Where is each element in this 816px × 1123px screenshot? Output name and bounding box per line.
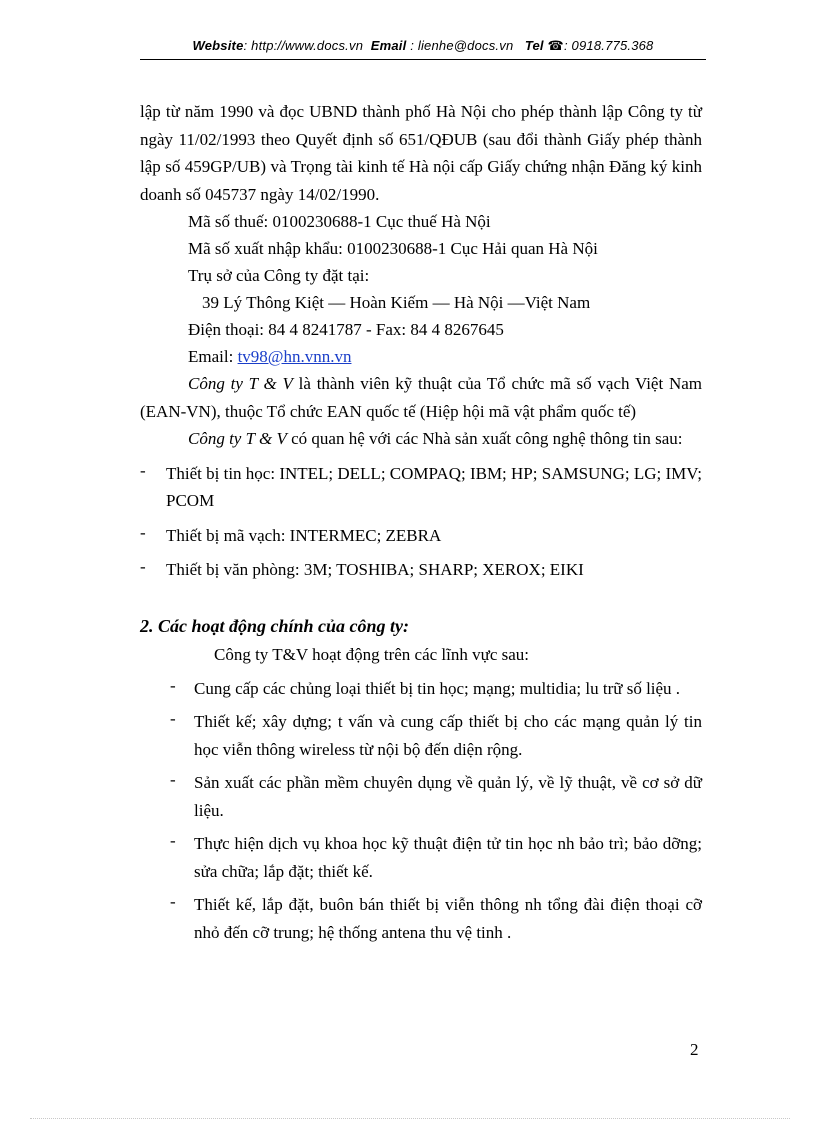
activity-text: Thiết kế; xây dựng; t vấn và cung cấp thiết bị cho các mạng quản lý tin học viễn thông wireless từ nội bộ đến diện rộng. — [194, 712, 702, 759]
list-item — [140, 460, 702, 515]
supplier-text: Thiết bị văn phòng: 3M; TOSHIBA; SHARP; XEROX; EIKI — [166, 560, 584, 579]
activity-text: Thiết kế, lắp đặt, buôn bán thiết bị viễn thông nh tổng đài điện thoại cỡ nhỏ đến cỡ trung; hệ thống antena thu vệ tinh . — [194, 895, 702, 942]
relation-paragraph — [140, 425, 702, 453]
email-value: : lienhe@docs.vn — [410, 38, 514, 53]
email-line-label: Email: — [188, 347, 238, 366]
header-divider — [140, 59, 706, 60]
phone-fax-line: Điện thoại: 84 4 8241787 - Fax: 84 4 8267645 — [188, 320, 504, 339]
bullet-dash: - — [140, 522, 146, 542]
section-heading: 2. Các hoạt động chính của công ty: — [140, 615, 410, 636]
section-intro: Công ty T&V hoạt động trên các lĩnh vực sau: — [214, 644, 530, 664]
page-header — [140, 38, 706, 54]
member-text: là thành viên kỹ thuật của Tổ chức mã số vạch Việt Nam (EAN-VN), thuộc Tổ chức EAN quốc tế (Hiệp hội mã vật phẩm quốc tế) — [140, 374, 702, 421]
intro-paragraph: lập từ năm 1990 và đọc UBND thành phố Hà Nội cho phép thành lập Công ty từ ngày 11/02/1993 theo Quyết định số 651/QĐUB (sau đổi thành Giấy phép thành lập số 459GP/UB) và Trọng tài kinh tế Hà nội cấp Giấy chứng nhận Đăng ký kinh doanh số 045737 ngày 14/02/1990. — [140, 102, 702, 204]
relation-company-name: Công ty T & V — [188, 429, 287, 448]
activity-text: Cung cấp các chủng loại thiết bị tin học; mạng; multidia; lu trữ số liệu . — [194, 678, 681, 698]
import-export-code-line: Mã số xuất nhập khẩu: 0100230688-1 Cục Hải quan Hà Nội — [188, 239, 598, 258]
tel-label: Tel — [524, 38, 544, 53]
bullet-dash: - — [140, 557, 146, 576]
tax-code-line: Mã số thuế: 0100230688-1 Cục thuế Hà Nội — [188, 212, 491, 231]
bullet-dash: - — [170, 675, 176, 695]
footer-divider — [30, 1118, 790, 1119]
page-number: 2 — [690, 1040, 699, 1059]
tel-value: : 0918.775.368 — [563, 38, 654, 53]
supplier-text: Thiết bị tin học: INTEL; DELL; COMPAQ; IBM; HP; SAMSUNG; LG; IMV; PCOM — [166, 463, 702, 510]
supplier-text: Thiết bị mã vạch: INTERMEC; ZEBRA — [166, 525, 442, 545]
address-line: 39 Lý Thông Kiệt — Hoàn Kiếm — Hà Nội —Việt Nam — [202, 293, 591, 312]
activity-text: Sản xuất các phần mềm chuyên dụng về quản lý, về lỹ thuật, về cơ sở dữ liệu. — [194, 773, 702, 820]
list-item — [140, 556, 702, 584]
activity-text: Thực hiện dịch vụ khoa học kỹ thuật điện tử tin học nh bảo trì; bảo dỡng; sửa chữa; lắp đặt; thiết kế. — [194, 834, 702, 881]
list-item — [170, 769, 702, 824]
member-paragraph — [140, 370, 702, 425]
document-body — [140, 98, 702, 946]
bullet-dash: - — [170, 770, 176, 789]
bullet-dash: - — [140, 460, 146, 480]
email-label: Email — [370, 38, 407, 53]
phone-icon: ☎ — [547, 38, 564, 53]
relation-text: có quan hệ với các Nhà sản xuất công nghệ thông tin sau: — [286, 429, 683, 448]
bullet-dash: - — [170, 709, 176, 728]
headquarters-label: Trụ sở của Công ty đặt tại: — [188, 266, 370, 285]
list-item — [170, 675, 702, 703]
email-line — [140, 343, 702, 370]
website-label: Website — [192, 38, 244, 53]
list-item — [140, 522, 702, 550]
list-item — [170, 891, 702, 946]
list-item — [170, 830, 702, 885]
member-company-name: Công ty T & V — [188, 374, 293, 393]
email-link[interactable]: tv98@hn.vnn.vn — [237, 347, 352, 366]
bullet-dash: - — [170, 892, 176, 911]
list-item — [170, 708, 702, 763]
website-value: : http://www.docs.vn — [243, 38, 364, 53]
bullet-dash: - — [170, 831, 176, 850]
